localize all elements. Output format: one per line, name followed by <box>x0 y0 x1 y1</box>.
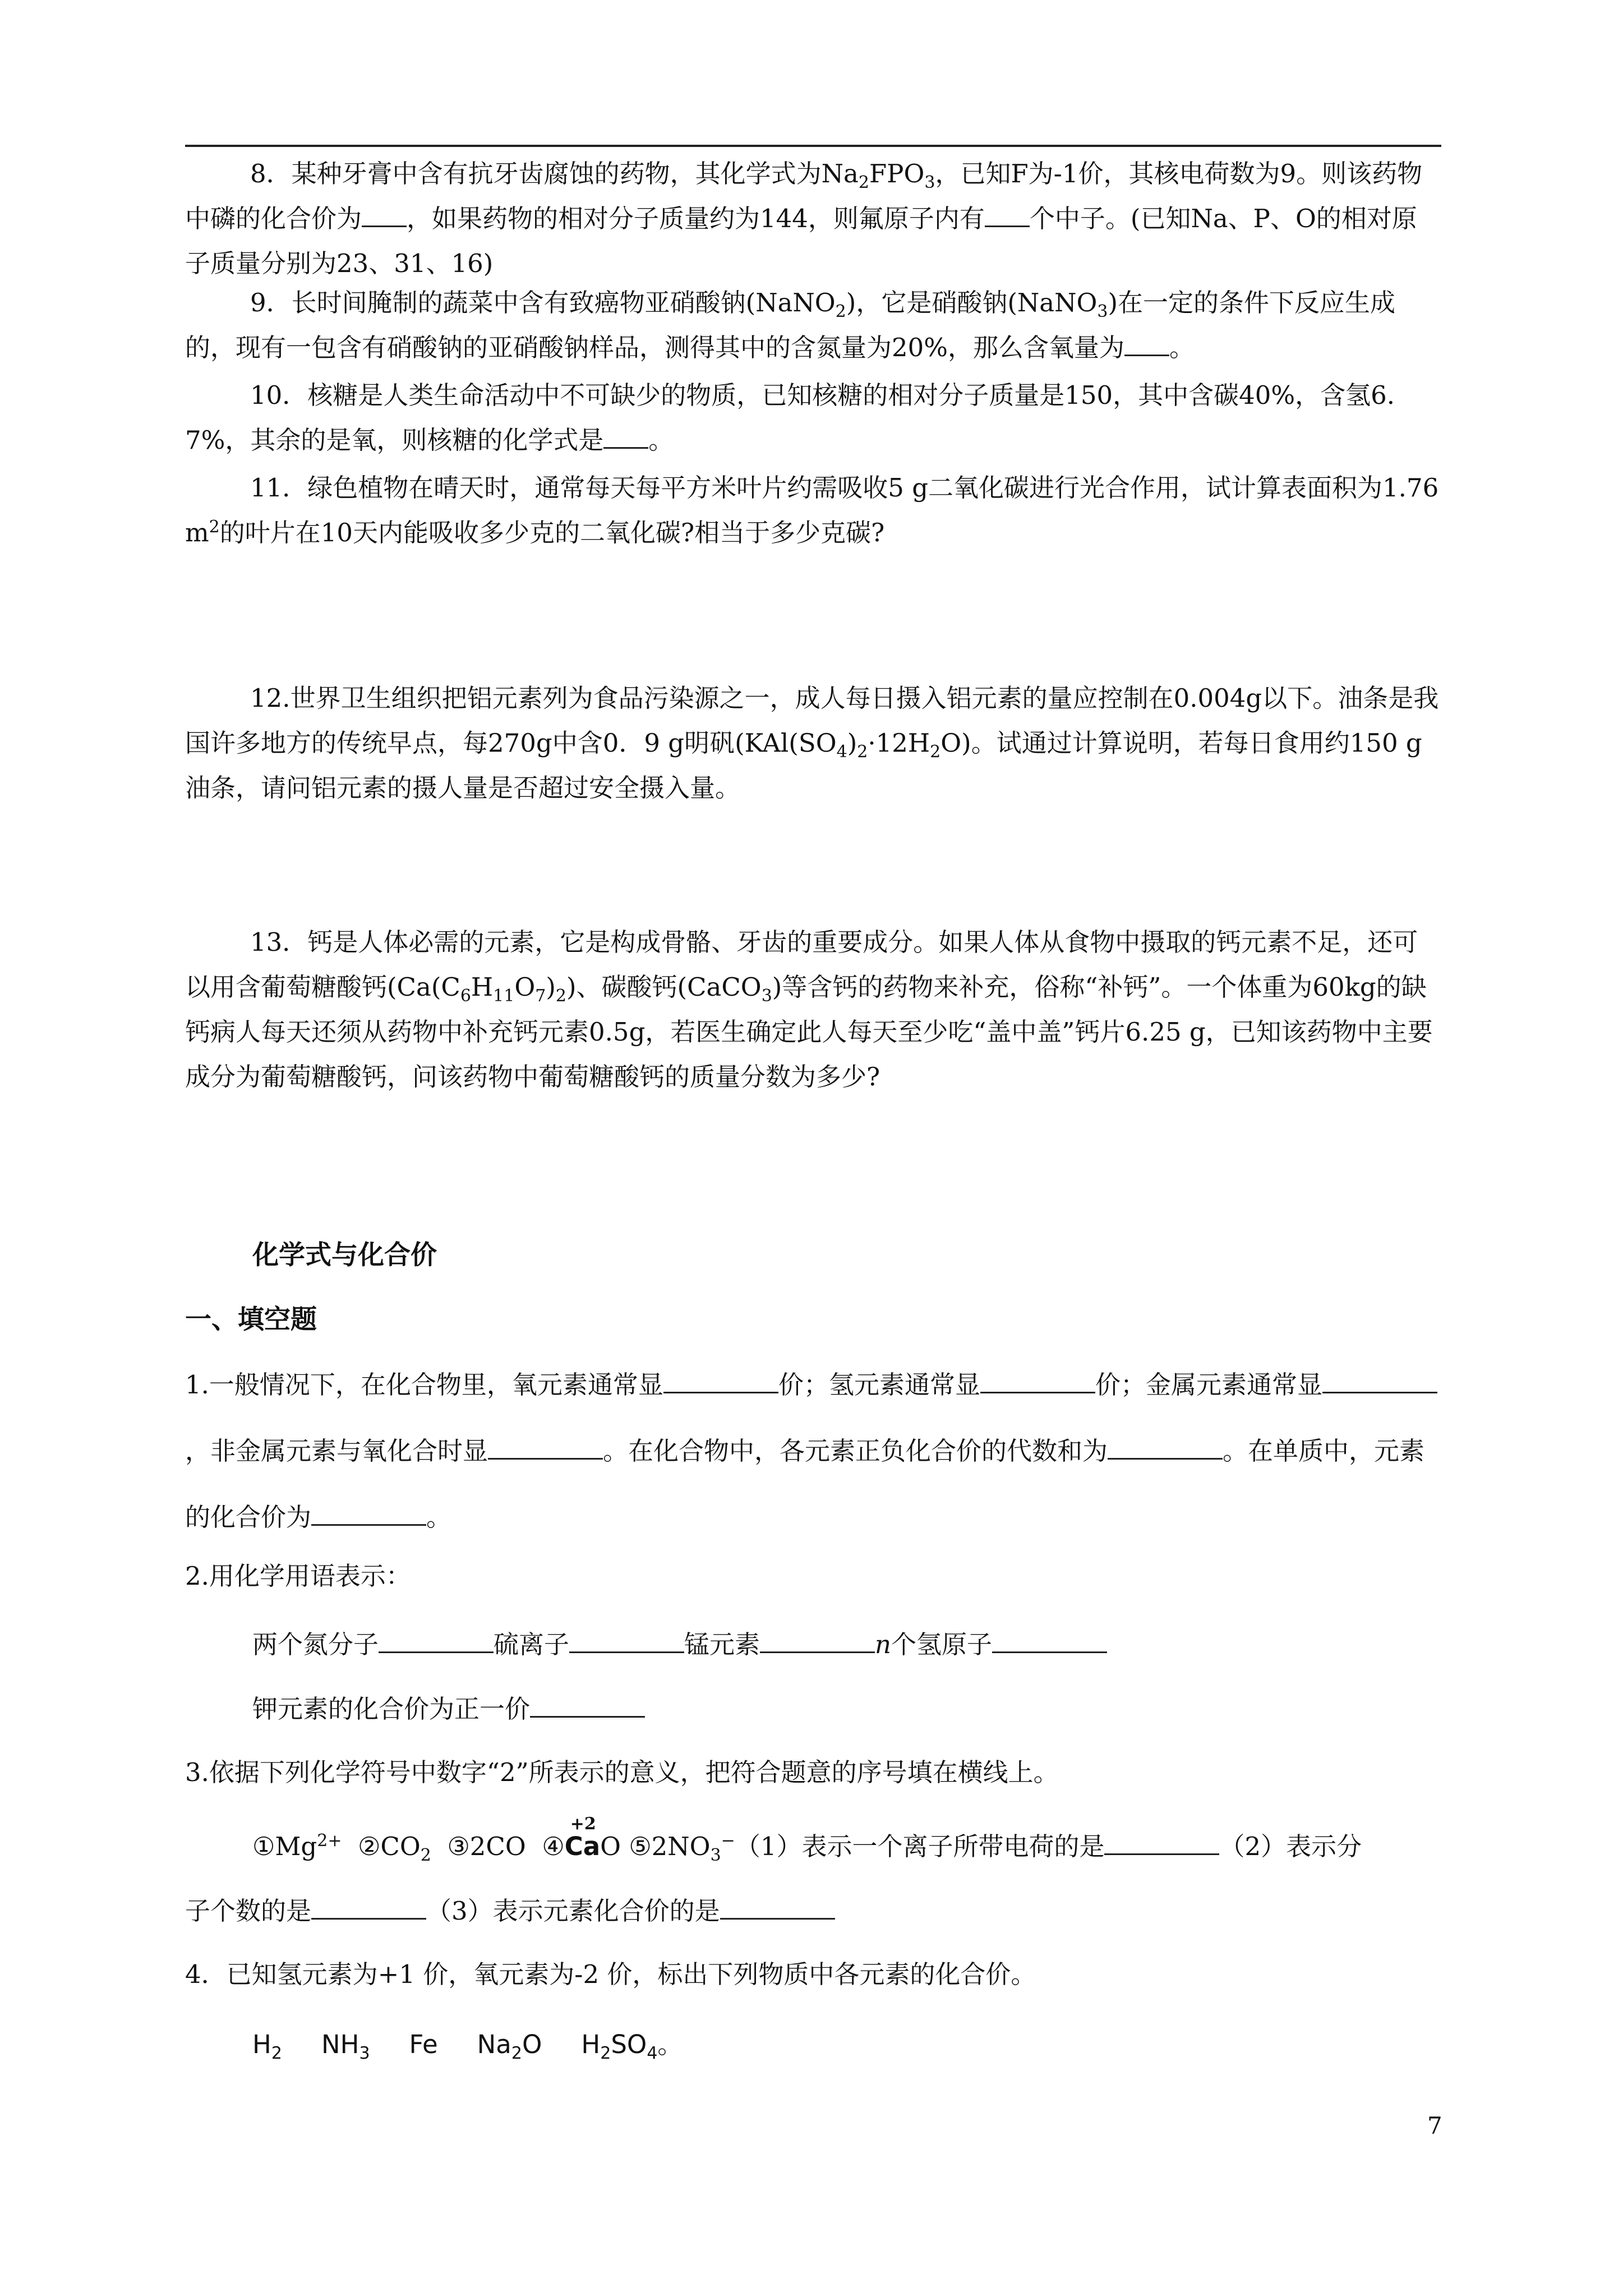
blank[interactable] <box>311 1893 426 1920</box>
blank[interactable] <box>362 201 407 227</box>
section-subtitle: 一、填空题 <box>185 1304 317 1335</box>
blank[interactable] <box>1322 1367 1437 1393</box>
question-9: 9．长时间腌制的蔬菜中含有致癌物亚硝酸钠(NaNO$_2$)，它是硝酸钠(NaNO$_3$)在一定的条件下反应生成的，现有一包含有硝酸钠的亚硝酸钠样品，测得其中的含氮量为20%，那么含氧量为 。 <box>185 288 1396 362</box>
blank[interactable] <box>603 422 648 449</box>
section-title: 化学式与化合价 <box>252 1240 437 1271</box>
blank[interactable] <box>992 1627 1107 1653</box>
page-number: 7 <box>1427 2112 1442 2139</box>
blank[interactable] <box>985 201 1030 227</box>
question-13: 13．钙是人体必需的元素，它是构成骨骼、牙齿的重要成分。如果人体从食物中摄取的钙元素不足，还可以用含葡萄糖酸钙$(Ca(C_6H_{11}O_7)_2)$、碳酸钙(CaCO$_3$)等含钙的药物来补充，俗称“补钙”。一个体重为60kg的缺钙病人每天还须从药物中补充钙元素0.5g，若医生确定此人每天至少吃“盖中盖”钙片6.25 g，已知该药物中主要成分为葡萄糖酸钙，问该药物中葡萄糖酸钙的质量分数为多少? <box>185 927 1433 1092</box>
fill-question-3-title: 3.依据下列化学符号中数字“2”所表示的意义，把符合题意的序号填在横线上。 <box>185 1757 1059 1787</box>
fill-question-4-formulas: $H_2$ $NH_3$ Fe $Na_2O$ $H_2SO_4$。 <box>252 2030 683 2063</box>
fill-question-2-line1: 两个氮分子 硫离子 锰元素 n个氢原子 <box>252 1627 1509 1662</box>
blank[interactable] <box>530 1691 645 1718</box>
fill-question-2-line2: 钾元素的化合价为正一价 <box>252 1691 1509 1726</box>
blank[interactable] <box>311 1499 426 1526</box>
fill-question-3-line1: $①Mg^{2+}$ $②CO_2$ ③2CO ④ +2 CaO $⑤2NO_3^-(1)$表示一个离子所带电荷的是 （2）表示分 <box>252 1814 1362 1865</box>
blank[interactable] <box>1104 1829 1219 1855</box>
blank[interactable] <box>980 1367 1095 1393</box>
header-rule <box>185 145 1441 147</box>
blank[interactable] <box>1124 330 1169 356</box>
blank[interactable] <box>760 1627 875 1653</box>
question-11: 11．绿色植物在晴天时，通常每天每平方米叶片约需吸收5 g二氧化碳进行光合作用，试计算表面积为$1.76m^2$的叶片在10天内能吸收多少克的二氧化碳?相当于多少克碳? <box>185 473 1439 547</box>
blank[interactable] <box>663 1367 778 1393</box>
question-12: 12.世界卫生组织把铝元素列为食品污染源之一，成人每日摄入铝元素的量应控制在0.004g以下。油条是我国许多地方的传统早点，每270g中含0．9 g明矾$(KAl(SO_4)_2\cdot 12H_2O)$。试通过计算说明，若每日食用约150 g油条，请问铝元素的摄人量是否超过安全摄入量。 <box>185 683 1439 803</box>
fill-question-4-title: 4．已知氢元素为+1 价，氧元素为-2 价，标出下列物质中各元素的化合价。 <box>185 1959 1036 1989</box>
question-8: 8．某种牙膏中含有抗牙齿腐蚀的药物，其化学式为$Na_2FPO_3$，已知F为-1价，其核电荷数为9。则该药物中磷的化合价为 ，如果药物的相对分子质量约为144，则氟原子内有 个中子。(已知Na、P、O的相对原子质量分别为23、31、16) <box>185 159 1423 278</box>
blank[interactable] <box>488 1433 603 1460</box>
blank[interactable] <box>379 1627 494 1653</box>
question-10: 10．核糖是人类生命活动中不可缺少的物质，已知核糖的相对分子质量是150，其中含碳40%，含氢6.7%，其余的是氧，则核糖的化学式是 。 <box>185 380 1395 455</box>
blank[interactable] <box>569 1627 684 1653</box>
fill-question-1: 1.一般情况下，在化合物里，氧元素通常显 价；氢元素通常显 价；金属元素通常显，非金属元素与氧化合时显 。在化合物中，各元素正负化合价的代数和为 。在单质中，元素的化合价为 。 <box>185 1352 1441 1550</box>
fill-question-3-line2: 子个数的是 （3）表示元素化合价的是 <box>185 1893 1441 1928</box>
fill-question-2-title: 2.用化学用语表示： <box>185 1561 411 1591</box>
blank[interactable] <box>720 1893 835 1920</box>
blank[interactable] <box>1108 1433 1223 1460</box>
